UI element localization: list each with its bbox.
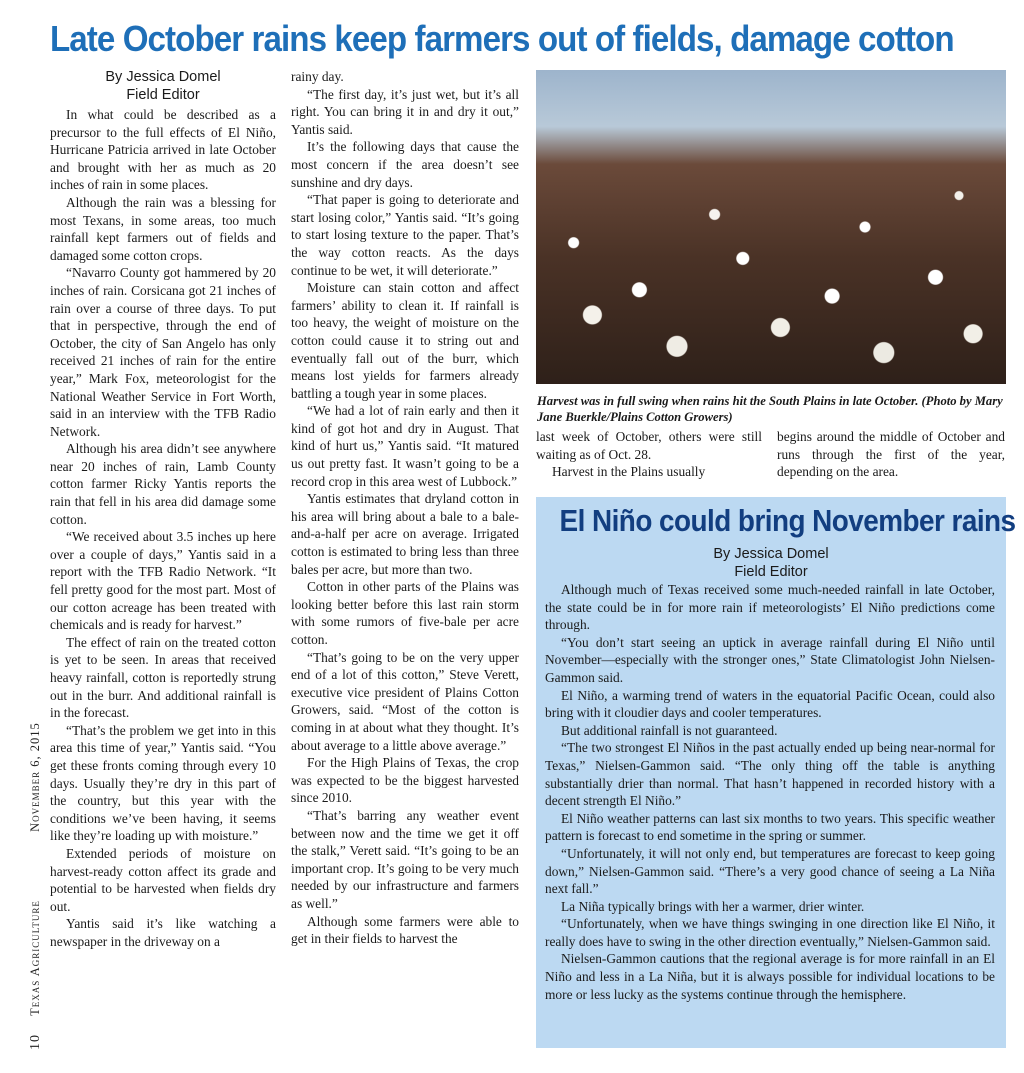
paragraph: It’s the following days that cause the most concern if the area doesn’t see sunshine and dry days. [291, 139, 519, 190]
paragraph: “We received about 3.5 inches up here over a couple of days,” Yantis said in a report with the TFB Radio Network. “It fell pretty good for the most part. Most of our cotton acreage has been treated with chemicals and is ready for harvest.” [50, 529, 276, 633]
paragraph: Moisture can stain cotton and affect farmers’ ability to clean it. If rainfall is too heavy, the weight of moisture on the cotton could cause it to string out and eventually fall out of the burr, which means lost yields for farmers already battling a tough year in some places. [291, 280, 519, 401]
paragraph: El Niño weather patterns can last six months to two years. This specific weather pattern is forecast to end sometime in the spring or summer. [545, 810, 995, 844]
paragraph: In what could be described as a precursor to the full effects of El Niño, Hurricane Patricia arrived in late October and brought with her as much as 20 inches of rain in some places. [50, 107, 276, 193]
article-column-3 [536, 428, 762, 481]
sidebar-byline-title: Field Editor [734, 564, 808, 580]
paragraph: Although some farmers were able to get in their fields to harvest the [291, 913, 519, 947]
cotton-field-photo [536, 70, 1006, 384]
headline: Late October rains keep farmers out of fields, damage cotton [50, 18, 954, 59]
byline-name: By Jessica Domel [105, 69, 221, 85]
paragraph: “We had a lot of rain early and then it kind of got hot and dry in August. That kind of hurt us,” Yantis said. “It matured us out pretty fast. It wasn’t going to be a record crop in this area west of Lubbock.” [291, 403, 519, 489]
issue-date: November 6, 2015 [28, 722, 42, 832]
paragraph: The effect of rain on the treated cotton is yet to be seen. In areas that received heavy rainfall, cotton is reportedly strung out in the burr. And additional rainfall is in the forecast. [50, 634, 276, 721]
paragraph: Although his area didn’t see anywhere near 20 inches of rain, Lamb County cotton farmer Ricky Yantis reports the rain that fell in his area did damage some cotton. [50, 441, 276, 527]
paragraph: Extended periods of moisture on harvest-ready cotton affect its grade and potential to be harvested when fields dry out. [50, 845, 276, 914]
paragraph: Yantis said it’s like watching a newspaper in the driveway on a [50, 916, 276, 949]
paragraph: “That paper is going to deteriorate and start losing color,” Yantis said. “It’s going to start losing texture to the paper. That’s the way cotton reacts. As the days continue to be wet, it will deteriorate.” [291, 192, 519, 278]
sidebar-headline: El Niño could bring November rains [559, 503, 1016, 538]
photo-caption: Harvest was in full swing when rains hit the South Plains in late October. (Photo by Mary Jane Buerkle/Plains Cotton Growers) [537, 394, 1003, 424]
paragraph: begins around the middle of October and runs through the first of the year, depending on the area. [777, 429, 1005, 480]
paragraph: “Unfortunately, it will not only end, but temperatures are forecast to keep going down,” Nielsen-Gammon said. “There’s a very good chance of seeing a La Niña next fall.” [545, 845, 995, 897]
article-column-2 [291, 68, 519, 948]
page-number: 10 [28, 1034, 43, 1050]
article-column-1 [50, 68, 276, 951]
paragraph: “You don’t start seeing an uptick in average rainfall during El Niño until November—especially with the stronger ones,” State Climatologist John Nielsen-Gammon said. [545, 634, 995, 685]
byline [50, 68, 276, 104]
sidebar-byline [536, 545, 1006, 581]
sidebar-byline-name: By Jessica Domel [713, 546, 829, 562]
paragraph: Nielsen-Gammon cautions that the regional average is for more rainfall in an El Niño and less in a La Niña, but it is always possible for individual locations to be more or less lucky as the systems continue through the hemisphere. [545, 951, 995, 1002]
paragraph: Although much of Texas received some much-needed rainfall in late October, the state could be in for more rain if meteorologists’ El Niño predictions come through. [545, 582, 995, 633]
paragraph: “The two strongest El Niños in the past actually ended up being near-normal for Texas,” Nielsen-Gammon said. “The only thing off the table is anything substantially drier than normal. That hasn’t happened in recorded history with a decent strength El Niño.” [545, 740, 995, 809]
paragraph: Cotton in other parts of the Plains was looking better before this last rain storm with some rumors of five-bale per acre cotton. [291, 579, 519, 647]
paragraph: La Niña typically brings with her a warmer, drier winter. [561, 898, 865, 914]
paragraph: Although the rain was a blessing for most Texans, in some areas, too much rainfall kept farmers out of fields and damaged some cotton crops. [50, 194, 276, 263]
paragraph: rainy day. [291, 69, 344, 84]
paragraph: For the High Plains of Texas, the crop was expected to be the biggest harvested since 2010. [291, 755, 519, 806]
article-column-4 [777, 428, 1005, 481]
paragraph: “That’s the problem we get into in this area this time of year,” Yantis said. “You get these fronts coming through every 10 days. Usually they’re dry in this part of the country, but this year with the conditions we’ve been having, it seems like they’re loading up with moisture.” [50, 722, 276, 844]
paragraph: “Navarro County got hammered by 20 inches of rain. Corsicana got 21 inches of rain over a course of three days. To put that in perspective, through the end of October, the city of San Angelo has only received 21 inches of rain for the entire year,” Mark Fox, meteorologist for the National Weather Service in Fort Worth, said in an interview with the TFB Radio Network. [50, 265, 276, 439]
paragraph: Yantis estimates that dryland cotton in his area will bring about a bale to a bale-and-a-half per acre on average. Irrigated cotton is estimated to bring less than three bales per acre, but more than two. [291, 491, 519, 577]
paragraph: Harvest in the Plains usually [552, 464, 706, 480]
paragraph: El Niño, a warming trend of waters in the equatorial Pacific Ocean, could also bring with it cloudier days and cooler temperatures. [545, 687, 995, 721]
paragraph: “Unfortunately, when we have things swinging in one direction like El Niño, it really does have to swing in the other direction eventually,” Nielsen-Gammon said. [545, 916, 995, 949]
paragraph: But additional rainfall is not guaranteed. [561, 722, 778, 738]
paragraph: “The first day, it’s just wet, but it’s all right. You can bring it in and dry it out,” Yantis said. [291, 86, 519, 137]
paragraph: “That’s barring any weather event between now and the time we get it off the stalk,” Verett said. “It’s going to be an important crop. It’s going to be very much needed by our infrastructure and farmers as well.” [291, 807, 519, 911]
sidebar-body [545, 581, 995, 1003]
paragraph: “That’s going to be on the very upper end of a lot of this cotton,” Steve Verett, executive vice president of Plains Cotton Growers, said. “Most of the cotton is coming in at about what they thought. It’s about average to a little above average.” [291, 649, 519, 753]
page-folio [28, 722, 44, 1050]
sidebar-article [536, 497, 1016, 1048]
paragraph: last week of October, others were still waiting as of Oct. 28. [536, 429, 762, 462]
byline-title: Field Editor [126, 87, 200, 103]
publication-name: Texas Agriculture [28, 900, 42, 1016]
